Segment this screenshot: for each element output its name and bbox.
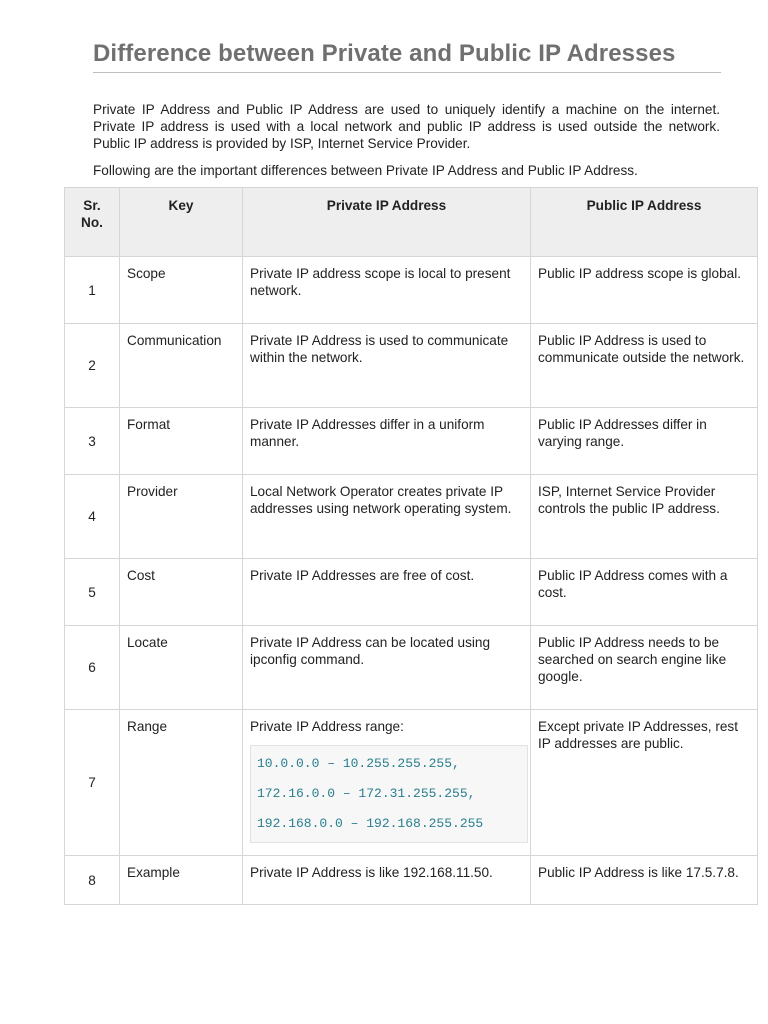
table-row bbox=[65, 856, 758, 905]
page-title: Difference between Private and Public IP Adresses bbox=[93, 40, 721, 73]
row-number: 5 bbox=[65, 559, 120, 626]
table-row bbox=[65, 324, 758, 408]
header-private-ip: Private IP Address bbox=[243, 188, 531, 257]
row-key: Range bbox=[120, 710, 243, 856]
header-sr-no: Sr. No. bbox=[65, 188, 120, 257]
table-row bbox=[65, 710, 758, 856]
row-public: Public IP Address needs to be searched on search engine like google. bbox=[531, 626, 758, 710]
intro-paragraph: Private IP Address and Public IP Address are used to uniquely identify a machine on the internet. Private IP address is used with a local network and public IP address is used outside the network. Public IP address is provided by ISP, Internet Service Provider. bbox=[93, 102, 720, 151]
code-line: 172.16.0.0 – 172.31.255.255, bbox=[257, 786, 476, 801]
row-key: Example bbox=[120, 856, 243, 905]
comparison-table bbox=[64, 187, 758, 905]
row-private: Private IP Address range: bbox=[250, 719, 404, 734]
row-public: ISP, Internet Service Provider controls the public IP address. bbox=[531, 475, 758, 559]
row-private: Private IP Addresses differ in a uniform manner. bbox=[243, 408, 531, 475]
table-row bbox=[65, 408, 758, 475]
row-public: Except private IP Addresses, rest IP addresses are public. bbox=[531, 710, 758, 856]
ip-range-code-block bbox=[250, 745, 528, 843]
row-private: Private IP Address is used to communicate within the network. bbox=[243, 324, 531, 408]
row-public: Public IP Address comes with a cost. bbox=[531, 559, 758, 626]
row-key: Locate bbox=[120, 626, 243, 710]
row-private-cell bbox=[243, 710, 531, 856]
row-key: Provider bbox=[120, 475, 243, 559]
table-row bbox=[65, 475, 758, 559]
row-private: Private IP Addresses are free of cost. bbox=[243, 559, 531, 626]
row-private: Private IP Address can be located using ipconfig command. bbox=[243, 626, 531, 710]
row-number: 4 bbox=[65, 475, 120, 559]
row-key: Communication bbox=[120, 324, 243, 408]
row-private: Private IP address scope is local to present network. bbox=[243, 257, 531, 324]
code-line: 10.0.0.0 – 10.255.255.255, bbox=[257, 756, 460, 771]
row-number: 8 bbox=[65, 856, 120, 905]
table-row bbox=[65, 559, 758, 626]
row-key: Cost bbox=[120, 559, 243, 626]
code-line: 192.168.0.0 – 192.168.255.255 bbox=[257, 816, 484, 831]
row-number: 6 bbox=[65, 626, 120, 710]
intro-paragraph-2: Following are the important differences between Private IP Address and Public IP Address. bbox=[93, 163, 638, 178]
header-key: Key bbox=[120, 188, 243, 257]
row-public: Public IP address scope is global. bbox=[531, 257, 758, 324]
table-header-row bbox=[65, 188, 758, 257]
header-public-ip: Public IP Address bbox=[531, 188, 758, 257]
row-public: Public IP Address is used to communicate outside the network. bbox=[531, 324, 758, 408]
row-number: 3 bbox=[65, 408, 120, 475]
row-public: Public IP Addresses differ in varying range. bbox=[531, 408, 758, 475]
row-public: Public IP Address is like 17.5.7.8. bbox=[531, 856, 758, 905]
table-row bbox=[65, 626, 758, 710]
row-number: 7 bbox=[65, 710, 120, 856]
row-key: Scope bbox=[120, 257, 243, 324]
row-number: 1 bbox=[65, 257, 120, 324]
row-private: Private IP Address is like 192.168.11.50. bbox=[243, 856, 531, 905]
row-key: Format bbox=[120, 408, 243, 475]
row-number: 2 bbox=[65, 324, 120, 408]
row-private: Local Network Operator creates private IP addresses using network operating system. bbox=[243, 475, 531, 559]
table-row bbox=[65, 257, 758, 324]
